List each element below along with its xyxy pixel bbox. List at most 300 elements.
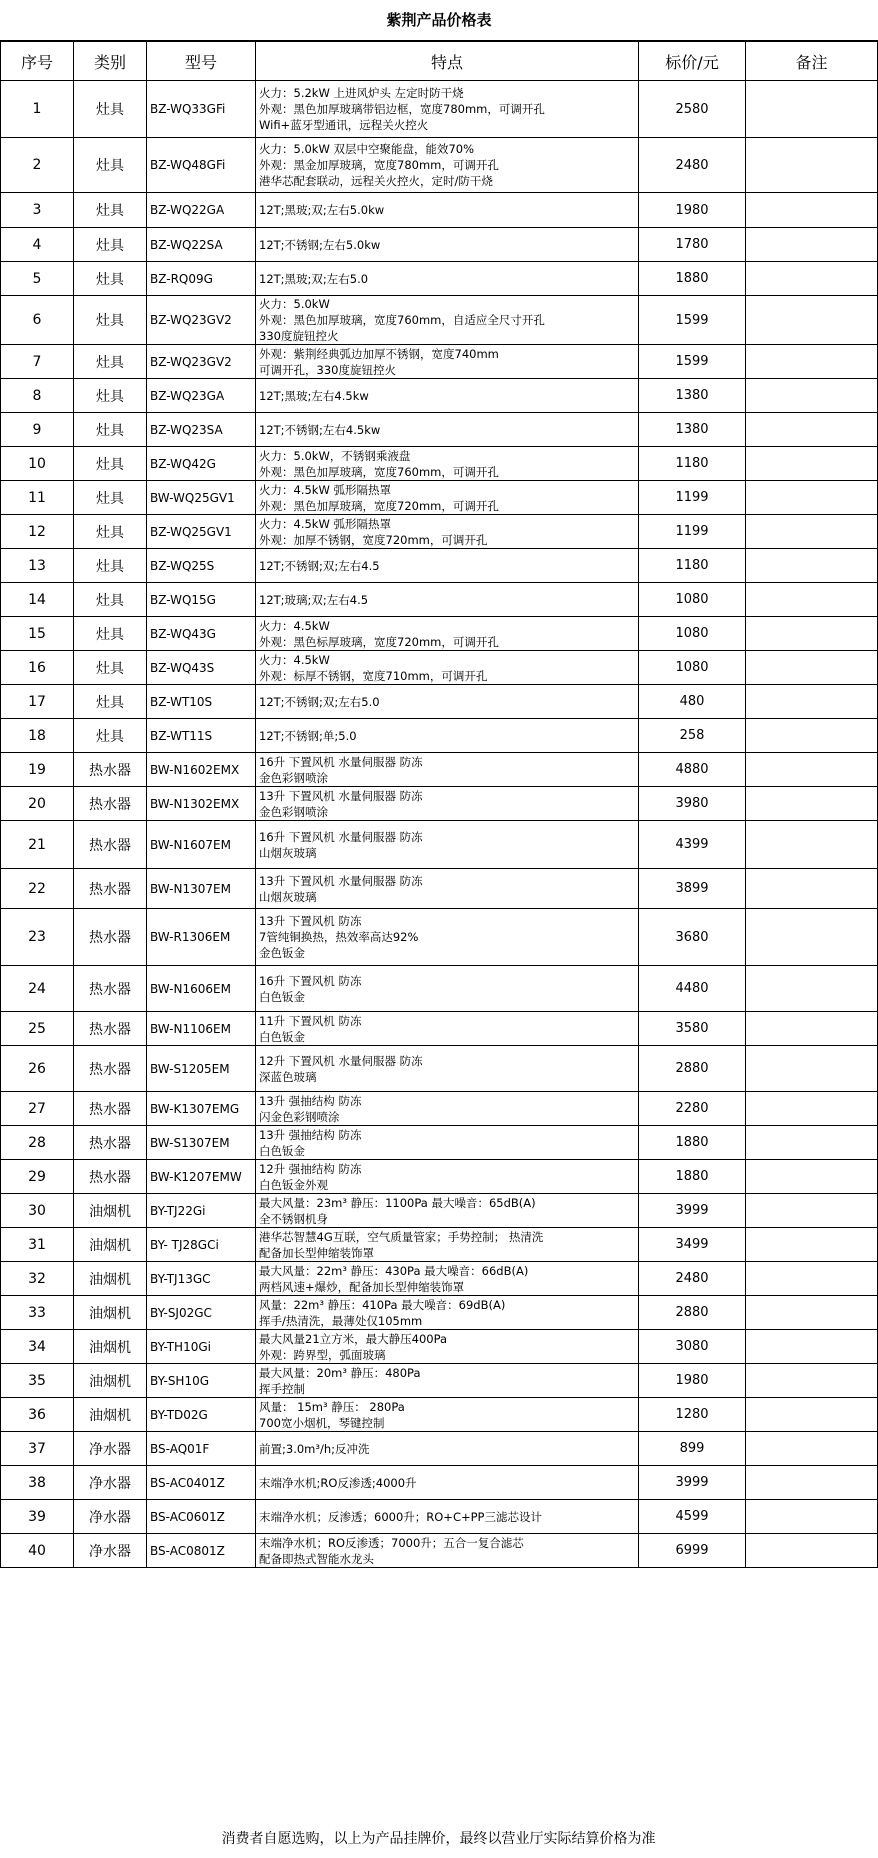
feature-line: 外观：黑色加厚玻璃，宽度760mm，自适应全尺寸开孔 <box>259 313 545 327</box>
cell-remark <box>746 583 878 617</box>
cell-model: BZ-WQ23GV2 <box>147 345 256 379</box>
feature-line: 白色钣金外观 <box>259 1177 328 1192</box>
cell-price: 2480 <box>639 1262 746 1296</box>
feature-line: 挥手/热清洗，最薄处仅105mm <box>259 1313 423 1328</box>
cell-category: 净水器 <box>74 1432 147 1466</box>
cell-model: BY-TH10Gi <box>147 1330 256 1364</box>
footer-note: 消费者自愿选购，以上为产品挂牌价，最终以营业厅实际结算价格为准 <box>221 1831 656 1847</box>
cell-category: 热水器 <box>74 1012 147 1046</box>
cell-features <box>256 296 639 345</box>
cell-price: 1080 <box>639 617 746 651</box>
cell-price: 2280 <box>639 1092 746 1126</box>
cell-remark <box>746 515 878 549</box>
cell-remark <box>746 869 878 909</box>
cell-remark <box>746 1262 878 1296</box>
table-row <box>1 1432 878 1466</box>
cell-features <box>256 345 639 379</box>
cell-price: 1080 <box>639 583 746 617</box>
feature-line: 火力：5.0kW，不锈钢乘液盘 <box>259 448 411 463</box>
cell-model: BW-S1205EM <box>147 1046 256 1092</box>
cell-remark <box>746 909 878 966</box>
cell-index: 29 <box>1 1160 74 1194</box>
header-category: 类别 <box>74 42 147 81</box>
feature-line: 火力：5.0kW 双层中空聚能盘，能效70% <box>259 142 475 156</box>
cell-price: 1880 <box>639 1126 746 1160</box>
feature-line: 金色彩钢喷涂 <box>259 804 328 819</box>
cell-index: 25 <box>1 1012 74 1046</box>
cell-index: 20 <box>1 787 74 821</box>
cell-category: 热水器 <box>74 909 147 966</box>
cell-index: 4 <box>1 228 74 262</box>
cell-category: 热水器 <box>74 753 147 787</box>
cell-model: BY-TJ13GC <box>147 1262 256 1296</box>
cell-model: BW-S1307EM <box>147 1126 256 1160</box>
cell-price: 6999 <box>639 1534 746 1568</box>
feature-line: 白色钣金 <box>259 989 305 1004</box>
cell-features <box>256 583 639 617</box>
cell-model: BW-N1607EM <box>147 821 256 869</box>
feature-line: 700宽小烟机，琴键控制 <box>259 1415 385 1430</box>
cell-features <box>256 1330 639 1364</box>
cell-price: 3999 <box>639 1194 746 1228</box>
cell-category: 热水器 <box>74 1160 147 1194</box>
feature-line: 外观：黑色加厚玻璃，宽度720mm，可调开孔 <box>259 498 499 513</box>
table-row <box>1 1012 878 1046</box>
cell-category: 热水器 <box>74 966 147 1012</box>
feature-line: 挥手控制 <box>259 1381 305 1396</box>
cell-index: 1 <box>1 81 74 138</box>
cell-remark <box>746 1228 878 1262</box>
cell-price: 2880 <box>639 1046 746 1092</box>
cell-features <box>256 1046 639 1092</box>
table-row <box>1 966 878 1012</box>
table-row <box>1 447 878 481</box>
feature-line: 330度旋钮控火 <box>259 329 339 343</box>
feature-line: 火力：4.5kW <box>259 652 330 667</box>
cell-remark <box>746 966 878 1012</box>
table-row <box>1 138 878 193</box>
cell-features <box>256 719 639 753</box>
cell-price: 4399 <box>639 821 746 869</box>
cell-index: 34 <box>1 1330 74 1364</box>
cell-index: 24 <box>1 966 74 1012</box>
cell-model: BZ-WQ22GA <box>147 193 256 228</box>
cell-features <box>256 481 639 515</box>
cell-features <box>256 617 639 651</box>
table-row <box>1 617 878 651</box>
cell-model: BZ-WQ25S <box>147 549 256 583</box>
table-row <box>1 685 878 719</box>
cell-price: 2580 <box>639 81 746 138</box>
cell-remark <box>746 262 878 296</box>
cell-index: 23 <box>1 909 74 966</box>
cell-model: BW-N1106EM <box>147 1012 256 1046</box>
cell-category: 灶具 <box>74 685 147 719</box>
cell-model: BZ-WQ22SA <box>147 228 256 262</box>
cell-category: 油烟机 <box>74 1296 147 1330</box>
feature-line: 11升 下置风机 防冻 <box>259 1013 362 1028</box>
table-row <box>1 1466 878 1500</box>
cell-price: 1280 <box>639 1398 746 1432</box>
cell-remark <box>746 138 878 193</box>
cell-index: 6 <box>1 296 74 345</box>
cell-price: 1780 <box>639 228 746 262</box>
feature-line: 白色钣金 <box>259 1143 305 1158</box>
cell-index: 2 <box>1 138 74 193</box>
table-row <box>1 909 878 966</box>
table-row <box>1 379 878 413</box>
cell-model: BZ-WQ42G <box>147 447 256 481</box>
feature-line: 12T;黑玻;左右4.5kw <box>259 388 369 403</box>
table-row <box>1 821 878 869</box>
cell-category: 净水器 <box>74 1534 147 1568</box>
cell-index: 35 <box>1 1364 74 1398</box>
table-row <box>1 81 878 138</box>
cell-price: 1199 <box>639 515 746 549</box>
feature-line: 12T;不锈钢;双;左右5.0 <box>259 694 380 709</box>
table-header-row <box>1 42 878 81</box>
cell-model: BZ-WT11S <box>147 719 256 753</box>
cell-category: 油烟机 <box>74 1330 147 1364</box>
cell-features <box>256 379 639 413</box>
feature-line: 12T;不锈钢;单;5.0 <box>259 728 357 743</box>
cell-category: 灶具 <box>74 481 147 515</box>
cell-features <box>256 413 639 447</box>
cell-remark <box>746 1296 878 1330</box>
table-row <box>1 1194 878 1228</box>
cell-remark <box>746 413 878 447</box>
feature-line: 12T;不锈钢;左右4.5kw <box>259 422 381 437</box>
cell-category: 灶具 <box>74 719 147 753</box>
table-row <box>1 1160 878 1194</box>
cell-index: 11 <box>1 481 74 515</box>
cell-category: 灶具 <box>74 515 147 549</box>
table-row <box>1 228 878 262</box>
cell-price: 1380 <box>639 379 746 413</box>
feature-line: 外观：黑金加厚玻璃，宽度780mm，可调开孔 <box>259 158 499 172</box>
cell-remark <box>746 1398 878 1432</box>
cell-features <box>256 1398 639 1432</box>
cell-price: 3999 <box>639 1466 746 1500</box>
cell-index: 3 <box>1 193 74 228</box>
cell-model: BZ-RQ09G <box>147 262 256 296</box>
cell-category: 热水器 <box>74 821 147 869</box>
table-row <box>1 296 878 345</box>
cell-price: 3980 <box>639 787 746 821</box>
cell-remark <box>746 1500 878 1534</box>
cell-price: 1199 <box>639 481 746 515</box>
feature-line: 16升 下置风机 水量伺服器 防冻 <box>259 829 423 844</box>
cell-remark <box>746 617 878 651</box>
cell-features <box>256 228 639 262</box>
cell-category: 热水器 <box>74 869 147 909</box>
cell-index: 26 <box>1 1046 74 1092</box>
feature-line: 山烟灰玻璃 <box>259 889 317 904</box>
feature-line: 风量：22m³ 静压：410Pa 最大噪音：69dB(A) <box>259 1297 506 1312</box>
cell-model: BW-WQ25GV1 <box>147 481 256 515</box>
cell-features <box>256 753 639 787</box>
cell-category: 油烟机 <box>74 1364 147 1398</box>
cell-index: 9 <box>1 413 74 447</box>
feature-line: 火力：4.5kW 弧形隔热罩 <box>259 516 391 531</box>
cell-category: 灶具 <box>74 262 147 296</box>
table-row <box>1 345 878 379</box>
cell-remark <box>746 1012 878 1046</box>
cell-remark <box>746 1092 878 1126</box>
cell-category: 灶具 <box>74 583 147 617</box>
price-table <box>0 41 878 1568</box>
cell-remark <box>746 345 878 379</box>
cell-remark <box>746 1126 878 1160</box>
cell-features <box>256 549 639 583</box>
cell-features <box>256 262 639 296</box>
cell-remark <box>746 447 878 481</box>
table-row <box>1 1046 878 1092</box>
table-row <box>1 753 878 787</box>
cell-features <box>256 1432 639 1466</box>
cell-category: 净水器 <box>74 1500 147 1534</box>
table-row <box>1 413 878 447</box>
cell-category: 灶具 <box>74 296 147 345</box>
feature-line: 末端净水机；反渗透；6000升；RO+C+PP三滤芯设计 <box>259 1509 542 1524</box>
cell-index: 18 <box>1 719 74 753</box>
cell-price: 1080 <box>639 651 746 685</box>
cell-features <box>256 1262 639 1296</box>
cell-features <box>256 1534 639 1568</box>
cell-model: BZ-WQ25GV1 <box>147 515 256 549</box>
feature-line: 外观：黑色标厚玻璃，宽度720mm，可调开孔 <box>259 634 499 649</box>
cell-index: 15 <box>1 617 74 651</box>
cell-index: 40 <box>1 1534 74 1568</box>
cell-model: BW-N1302EMX <box>147 787 256 821</box>
cell-index: 36 <box>1 1398 74 1432</box>
feature-line: 外观：跨界型，弧面玻璃 <box>259 1347 386 1362</box>
cell-remark <box>746 1330 878 1364</box>
cell-model: BS-AC0601Z <box>147 1500 256 1534</box>
cell-category: 灶具 <box>74 549 147 583</box>
cell-remark <box>746 821 878 869</box>
cell-category: 油烟机 <box>74 1228 147 1262</box>
feature-line: 最大风量：20m³ 静压：480Pa <box>259 1365 421 1380</box>
cell-category: 灶具 <box>74 379 147 413</box>
feature-line: 7管纯铜换热，热效率高达92% <box>259 930 419 944</box>
feature-line: 16升 下置风机 水量伺服器 防冻 <box>259 754 423 769</box>
cell-index: 32 <box>1 1262 74 1296</box>
cell-price: 1980 <box>639 1364 746 1398</box>
cell-price: 1880 <box>639 1160 746 1194</box>
cell-index: 27 <box>1 1092 74 1126</box>
cell-price: 1980 <box>639 193 746 228</box>
feature-line: 风量： 15m³ 静压： 280Pa <box>259 1399 405 1414</box>
feature-line: 16升 下置风机 防冻 <box>259 973 362 988</box>
cell-model: BZ-WQ23GA <box>147 379 256 413</box>
cell-remark <box>746 1364 878 1398</box>
cell-price: 1599 <box>639 345 746 379</box>
cell-index: 21 <box>1 821 74 869</box>
cell-price: 4880 <box>639 753 746 787</box>
feature-line: 12升 强抽结构 防冻 <box>259 1161 362 1176</box>
cell-features <box>256 869 639 909</box>
feature-line: 12T;不锈钢;双;左右4.5 <box>259 558 380 573</box>
cell-price: 1180 <box>639 549 746 583</box>
table-row <box>1 1092 878 1126</box>
cell-category: 热水器 <box>74 1046 147 1092</box>
cell-index: 8 <box>1 379 74 413</box>
cell-category: 灶具 <box>74 193 147 228</box>
cell-features <box>256 821 639 869</box>
cell-model: BZ-WQ15G <box>147 583 256 617</box>
cell-remark <box>746 1466 878 1500</box>
cell-model: BZ-WQ43G <box>147 617 256 651</box>
cell-remark <box>746 193 878 228</box>
cell-model: BY-SJ02GC <box>147 1296 256 1330</box>
cell-remark <box>746 379 878 413</box>
table-row <box>1 549 878 583</box>
cell-model: BZ-WQ33GFi <box>147 81 256 138</box>
feature-line: 港华芯智慧4G互联，空气质量管家；手势控制； 热清洗 <box>259 1229 544 1244</box>
cell-model: BY-TJ22Gi <box>147 1194 256 1228</box>
feature-line: 外观：标厚不锈钢，宽度710mm，可调开孔 <box>259 668 488 683</box>
feature-line: 前置;3.0m³/h;反冲洗 <box>259 1441 370 1456</box>
cell-model: BW-K1307EMG <box>147 1092 256 1126</box>
cell-index: 10 <box>1 447 74 481</box>
cell-remark <box>746 753 878 787</box>
table-row <box>1 1398 878 1432</box>
table-row <box>1 583 878 617</box>
feature-line: 13升 下置风机 防冻 <box>259 914 362 928</box>
cell-index: 19 <box>1 753 74 787</box>
cell-features <box>256 909 639 966</box>
table-row <box>1 787 878 821</box>
cell-features <box>256 787 639 821</box>
cell-model: BS-AC0401Z <box>147 1466 256 1500</box>
table-row <box>1 1534 878 1568</box>
cell-features <box>256 81 639 138</box>
cell-index: 13 <box>1 549 74 583</box>
cell-model: BZ-WQ23SA <box>147 413 256 447</box>
feature-line: 山烟灰玻璃 <box>259 845 317 860</box>
feature-line: 两档风速+爆炒，配备加长型伸缩装饰罩 <box>259 1279 465 1294</box>
feature-line: 最大风量：22m³ 静压：430Pa 最大噪音：66dB(A) <box>259 1263 529 1278</box>
cell-price: 1599 <box>639 296 746 345</box>
feature-line: 火力：5.2kW 上进风炉头 左定时防干烧 <box>259 86 464 100</box>
cell-features <box>256 1126 639 1160</box>
cell-category: 灶具 <box>74 345 147 379</box>
cell-model: BW-N1606EM <box>147 966 256 1012</box>
cell-index: 16 <box>1 651 74 685</box>
cell-features <box>256 1364 639 1398</box>
feature-line: 12T;玻璃;双;左右4.5 <box>259 592 369 607</box>
cell-remark <box>746 1194 878 1228</box>
feature-line: 12T;黑玻;双;左右5.0 <box>259 271 369 286</box>
header-features: 特点 <box>256 42 639 81</box>
cell-model: BW-R1306EM <box>147 909 256 966</box>
feature-line: 外观：紫荆经典弧边加厚不锈钢，宽度740mm <box>259 346 499 361</box>
header-price: 标价/元 <box>639 42 746 81</box>
cell-price: 4480 <box>639 966 746 1012</box>
cell-features <box>256 138 639 193</box>
header-index: 序号 <box>1 42 74 81</box>
header-model: 型号 <box>147 42 256 81</box>
feature-line: 末端净水机;RO反渗透;4000升 <box>259 1475 417 1490</box>
table-row <box>1 1364 878 1398</box>
feature-line: 13升 强抽结构 防冻 <box>259 1127 362 1142</box>
feature-line: 可调开孔，330度旋钮控火 <box>259 362 396 377</box>
table-row <box>1 1500 878 1534</box>
cell-index: 14 <box>1 583 74 617</box>
table-row <box>1 869 878 909</box>
sheet-title: 紫荆产品价格表 <box>0 0 878 41</box>
cell-category: 热水器 <box>74 787 147 821</box>
table-row <box>1 262 878 296</box>
cell-index: 17 <box>1 685 74 719</box>
cell-remark <box>746 549 878 583</box>
feature-line: 火力：5.0kW <box>259 297 330 311</box>
cell-features <box>256 1466 639 1500</box>
cell-category: 灶具 <box>74 413 147 447</box>
cell-category: 灶具 <box>74 651 147 685</box>
cell-category: 热水器 <box>74 1092 147 1126</box>
feature-line: 最大风量：23m³ 静压：1100Pa 最大噪音：65dB(A) <box>259 1195 536 1210</box>
cell-index: 22 <box>1 869 74 909</box>
cell-price: 3580 <box>639 1012 746 1046</box>
feature-line: 配备加长型伸缩装饰罩 <box>259 1245 374 1260</box>
cell-category: 灶具 <box>74 617 147 651</box>
feature-line: 12T;黑玻;双;左右5.0kw <box>259 203 385 217</box>
feature-line: 末端净水机；RO反渗透；7000升；五合一复合滤芯 <box>259 1535 524 1550</box>
cell-model: BW-K1207EMW <box>147 1160 256 1194</box>
cell-category: 油烟机 <box>74 1398 147 1432</box>
table-row <box>1 1330 878 1364</box>
cell-category: 灶具 <box>74 138 147 193</box>
cell-model: BS-AC0801Z <box>147 1534 256 1568</box>
cell-price: 3080 <box>639 1330 746 1364</box>
table-row <box>1 719 878 753</box>
feature-line: 深蓝色玻璃 <box>259 1069 317 1084</box>
cell-model: BZ-WQ43S <box>147 651 256 685</box>
cell-category: 灶具 <box>74 81 147 138</box>
feature-line: 白色钣金 <box>259 1029 305 1044</box>
cell-features <box>256 1194 639 1228</box>
cell-price: 258 <box>639 719 746 753</box>
feature-line: Wifi+蓝牙型通讯，远程关火控火 <box>259 118 429 132</box>
cell-remark <box>746 1160 878 1194</box>
feature-line: 港华芯配套联动，远程关火控火，定时/防干烧 <box>259 174 493 188</box>
feature-line: 13升 强抽结构 防冻 <box>259 1093 362 1108</box>
table-row <box>1 193 878 228</box>
cell-remark <box>746 228 878 262</box>
cell-features <box>256 515 639 549</box>
cell-remark <box>746 787 878 821</box>
feature-line: 金色彩钢喷涂 <box>259 770 328 785</box>
cell-price: 1180 <box>639 447 746 481</box>
cell-remark <box>746 651 878 685</box>
cell-index: 7 <box>1 345 74 379</box>
cell-features <box>256 1092 639 1126</box>
cell-remark <box>746 296 878 345</box>
cell-remark <box>746 1534 878 1568</box>
cell-category: 净水器 <box>74 1466 147 1500</box>
cell-price: 2880 <box>639 1296 746 1330</box>
feature-line: 外观：黑色加厚玻璃带铝边框，宽度780mm，可调开孔 <box>259 102 545 116</box>
feature-line: 金色钣金 <box>259 946 305 960</box>
cell-price: 480 <box>639 685 746 719</box>
cell-remark <box>746 719 878 753</box>
cell-price: 4599 <box>639 1500 746 1534</box>
feature-line: 13升 下置风机 水量伺服器 防冻 <box>259 788 423 803</box>
cell-price: 2480 <box>639 138 746 193</box>
cell-model: BZ-WT10S <box>147 685 256 719</box>
